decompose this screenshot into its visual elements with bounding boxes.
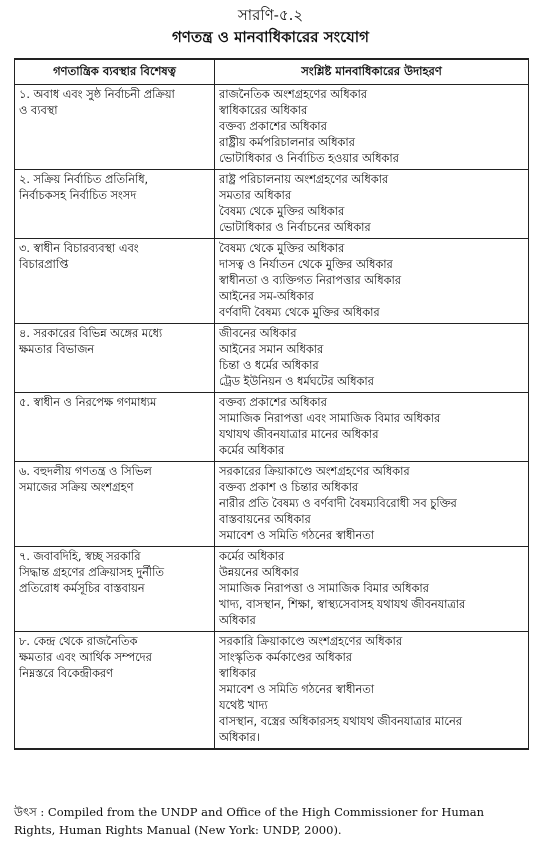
- table-number: সারণি-৫.২: [237, 6, 304, 24]
- feature-cell: [15, 632, 215, 750]
- right-item: উন্নয়নের অধিকার: [219, 566, 299, 579]
- right-item: রাজনৈতিক অংশগ্রহণের অধিকার: [219, 88, 367, 101]
- feature-cell: [15, 462, 215, 547]
- feature-line: ৪. সরকারের বিভিন্ন অঙ্গের মধ্যে: [19, 327, 163, 340]
- right-item: ট্রেড ইউনিয়ন ও ধর্মঘটের অধিকার: [219, 375, 374, 388]
- right-item: বক্তব্য প্রকাশের অধিকার: [219, 396, 327, 409]
- feature-line: ৫. স্বাধীন ও নিরপেক্ষ গণমাধ্যম: [19, 396, 157, 409]
- feature-cell: [15, 324, 215, 393]
- right-item: সাংস্কৃতিক কর্মকাণ্ডের অধিকার: [219, 651, 352, 664]
- right-item: নারীর প্রতি বৈষম্য ও বর্ণবাদী বৈষম্যবিরোধী সব চুক্তির: [219, 497, 457, 510]
- right-item: বৈষম্য থেকে মুক্তির অধিকার: [219, 205, 345, 218]
- right-item: কর্মের অধিকার: [219, 444, 285, 457]
- right-item: অধিকার।: [219, 731, 260, 744]
- feature-line: নির্বাচকসহ নির্বাচিত সংসদ: [19, 189, 137, 202]
- source-text: Compiled from the UNDP and Office of the High Commissioner for Human Rights, Human Rights Manual (New York: UNDP, 2000).: [14, 805, 484, 837]
- feature-line: ও ব্যবস্থা: [19, 104, 58, 117]
- right-item: স্বাধীনতা ও ব্যক্তিগত নিরাপত্তার অধিকার: [219, 274, 401, 287]
- right-item: খাদ্য, বাসস্থান, শিক্ষা, স্বাস্থ্যসেবাসহ যথাযথ জীবনযাত্রার: [219, 598, 466, 611]
- feature-line: ক্ষমতার এবং আর্থিক সম্পদের: [19, 651, 152, 664]
- feature-cell: [15, 85, 215, 170]
- source-label: উৎস :: [14, 805, 45, 819]
- table-body: [15, 85, 529, 750]
- right-item: আইনের সম-অধিকার: [219, 290, 314, 303]
- feature-line: ৭. জবাবদিহি, স্বচ্ছ সরকারি: [19, 550, 141, 563]
- rights-cell: [215, 547, 529, 632]
- feature-line: ২. সক্রিয় নির্বাচিত প্রতিনিধি,: [19, 173, 149, 186]
- right-item: সামাজিক নিরাপত্তা ও সামাজিক বিমার অধিকার: [219, 582, 429, 595]
- right-item: বাস্তবায়নের অধিকার: [219, 513, 311, 526]
- right-item: সমাবেশ ও সমিতি গঠনের স্বাধীনতা: [219, 529, 375, 542]
- table-row: [15, 85, 529, 170]
- rights-cell: [215, 393, 529, 462]
- right-item: রাষ্ট্রীয় কর্মপরিচালনার অধিকার: [219, 136, 355, 149]
- right-item: জীবনের অধিকার: [219, 327, 297, 340]
- feature-line: ক্ষমতার বিভাজন: [19, 343, 95, 356]
- right-item: যথেষ্ট খাদ্য: [219, 699, 268, 712]
- right-item: কর্মের অধিকার: [219, 550, 285, 563]
- feature-line: প্রতিরোধ কর্মসূচির বাস্তবায়ন: [19, 582, 145, 595]
- table-row: [15, 324, 529, 393]
- right-item: ভোটাধিকার ও নির্বাচনের অধিকার: [219, 221, 371, 234]
- rights-cell: [215, 85, 529, 170]
- right-item: বক্তব্য প্রকাশের অধিকার: [219, 120, 327, 133]
- right-item: সরকারি ক্রিয়াকাণ্ডে অংশগ্রহণের অধিকার: [219, 635, 403, 648]
- feature-line: ১. অবাধ এবং সুষ্ঠ নির্বাচনী প্রক্রিয়া: [19, 88, 175, 101]
- right-item: বৈষম্য থেকে মুক্তির অধিকার: [219, 242, 345, 255]
- rights-cell: [215, 170, 529, 239]
- table-row: [15, 632, 529, 750]
- right-item: চিন্তা ও ধর্মের অধিকার: [219, 359, 319, 372]
- democracy-rights-table: [14, 58, 529, 750]
- right-item: সমতার অধিকার: [219, 189, 292, 202]
- table-title: গণতন্ত্র ও মানবাধিকারের সংযোগ: [172, 28, 369, 46]
- feature-line: সমাজের সক্রিয় অংশগ্রহণ: [19, 481, 134, 494]
- rights-cell: [215, 462, 529, 547]
- right-item: আইনের সমান অধিকার: [219, 343, 324, 356]
- right-item: বাসস্থান, বস্ত্রের অধিকারসহ যথাযথ জীবনযাত্রার মানের: [219, 715, 462, 728]
- right-item: বর্ণবাদী বৈষম্য থেকে মুক্তির অধিকার: [219, 306, 380, 319]
- right-item: অধিকার: [219, 614, 256, 627]
- column-header-rights: সংশ্লিষ্ট মানবাধিকারের উদাহরণ: [215, 59, 529, 85]
- right-item: সমাবেশ ও সমিতি গঠনের স্বাধীনতা: [219, 683, 375, 696]
- right-item: বক্তব্য প্রকাশ ও চিন্তার অধিকার: [219, 481, 359, 494]
- rights-cell: [215, 632, 529, 750]
- feature-line: সিদ্ধান্ত গ্রহণের প্রক্রিয়াসহ দুর্নীতি: [19, 566, 164, 579]
- right-item: দাসত্ব ও নির্যাতন থেকে মুক্তির অধিকার: [219, 258, 393, 271]
- right-item: যথাযথ জীবনযাত্রার মানের অধিকার: [219, 428, 379, 441]
- table-row: [15, 170, 529, 239]
- feature-line: ৩. স্বাধীন বিচারব্যবস্থা এবং: [19, 242, 139, 255]
- table-header-row: [15, 59, 529, 85]
- table-row: [15, 393, 529, 462]
- feature-line: ৮. কেন্দ্র থেকে রাজনৈতিক: [19, 635, 138, 648]
- feature-cell: [15, 393, 215, 462]
- feature-line: বিচারপ্রাপ্তি: [19, 258, 69, 271]
- table-row: [15, 239, 529, 324]
- feature-line: ৬. বহুদলীয় গণতন্ত্র ও সিভিল: [19, 465, 152, 478]
- source-note: [14, 803, 528, 839]
- right-item: ভোটাধিকার ও নির্বাচিত হওয়ার অধিকার: [219, 152, 399, 165]
- feature-line: নিম্নস্তরে বিকেন্দ্রীকরণ: [19, 667, 113, 680]
- feature-cell: [15, 170, 215, 239]
- column-header-feature: গণতান্ত্রিক ব্যবস্থার বিশেষত্ব: [15, 59, 215, 85]
- right-item: সামাজিক নিরাপত্তা এবং সামাজিক বিমার অধিকার: [219, 412, 441, 425]
- right-item: সরকারের ক্রিয়াকাণ্ডে অংশগ্রহণের অধিকার: [219, 465, 410, 478]
- table-row: [15, 547, 529, 632]
- feature-cell: [15, 239, 215, 324]
- right-item: স্বাধিকারের অধিকার: [219, 104, 308, 117]
- feature-cell: [15, 547, 215, 632]
- table-row: [15, 462, 529, 547]
- rights-cell: [215, 324, 529, 393]
- rights-cell: [215, 239, 529, 324]
- right-item: রাষ্ট্র পরিচালনায় অংশগ্রহণের অধিকার: [219, 173, 389, 186]
- right-item: স্বাধিকার: [219, 667, 257, 680]
